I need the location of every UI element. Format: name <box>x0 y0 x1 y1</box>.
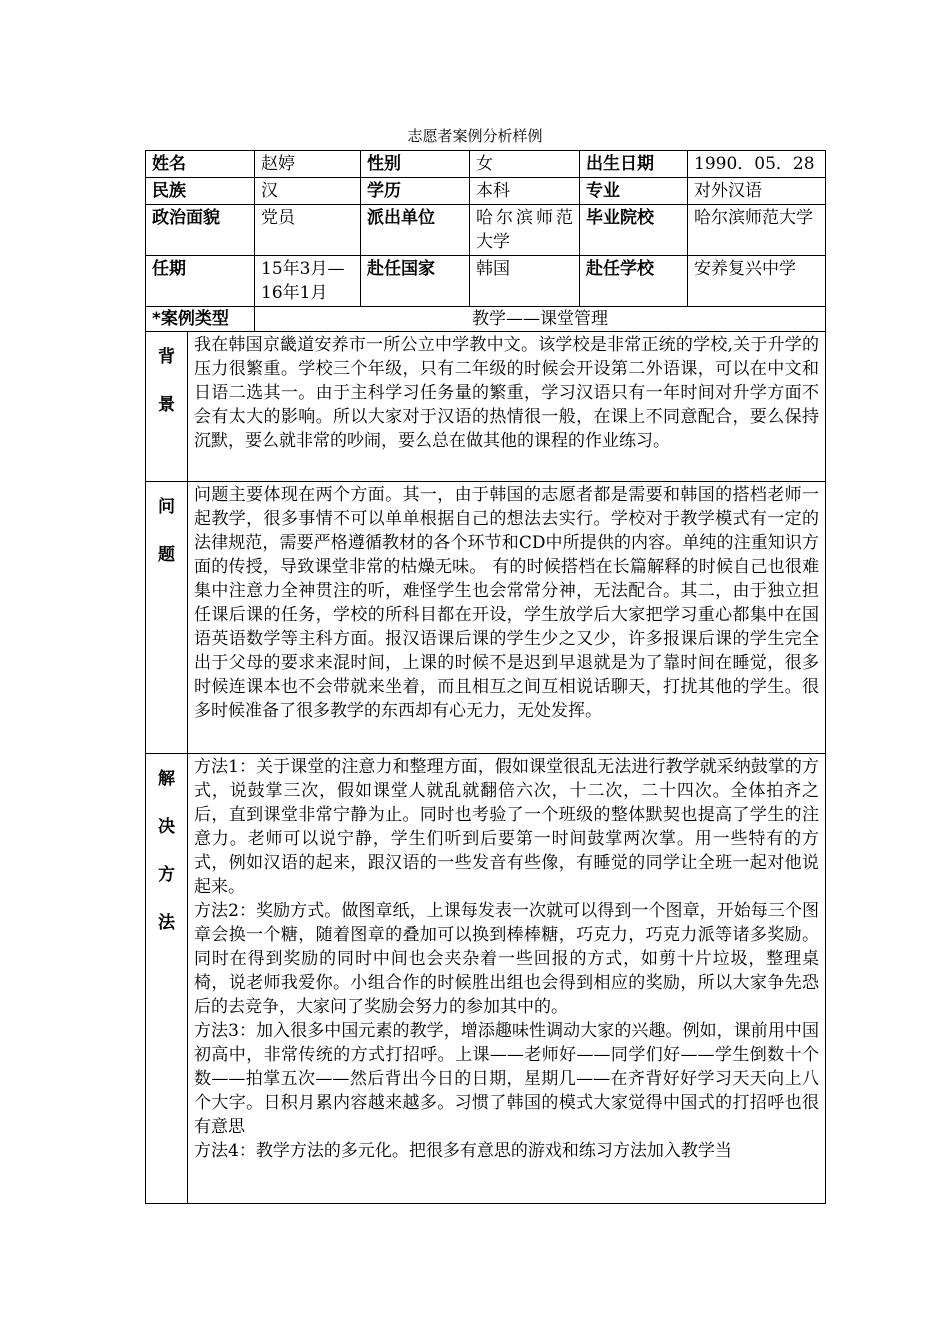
problem-heading <box>146 482 188 754</box>
case-analysis-table <box>145 150 826 1204</box>
birth-value: 1990．05．28 <box>688 151 826 178</box>
background-heading-char: 景 <box>158 395 175 415</box>
school-grad-value: 哈尔滨师范大学 <box>688 205 826 256</box>
name-label: 姓名 <box>146 151 255 178</box>
ethnicity-value: 汉 <box>255 178 361 205</box>
solution-heading-char: 方 <box>158 865 175 885</box>
section-problem <box>146 482 826 754</box>
background-heading-char: 背 <box>158 347 175 367</box>
method-4-text: 方法4：教学方法的多元化。把很多有意思的游戏和练习方法加入教学当 <box>194 1141 732 1161</box>
education-value: 本科 <box>470 178 580 205</box>
school-label: 赴任学校 <box>580 256 688 307</box>
background-text: 我在韩国京畿道安养市一所公立中学教中文。该学校是非常正统的学校,关于升学的压力很繁重。学校三个年级，只有二年级的时候会开设第二外语课，可以在中文和日语二选其一。由于主科学习任务量的繁重，学习汉语只有一年时间对升学方面不会有太大的影响。所以大家对于汉语的热情很一般，在课上不同意配合，要么保持沉默，要么就非常的吵闹，要么总在做其他的课程的作业练习。 <box>188 332 826 482</box>
method-3-text: 方法3：加入很多中国元素的教学，增添趣味性调动大家的兴趣。例如，课前用中国初高中，非常传统的方式打招呼。上课——老师好——同学们好——学生倒数十个数——拍掌五次——然后背出今日的日期，星期几——在齐背好好学习天天向上八个大字。日积月累内容越来越多。习惯了韩国的模式大家觉得中国式的打招呼也很有意思 <box>194 1021 819 1137</box>
solution-heading <box>146 754 188 1204</box>
school-grad-label: 毕业院校 <box>580 205 688 256</box>
row-case-type <box>146 307 826 332</box>
country-label: 赴任国家 <box>361 256 470 307</box>
gender-label: 性别 <box>361 151 470 178</box>
political-label: 政治面貌 <box>146 205 255 256</box>
school-value: 安养复兴中学 <box>688 256 826 307</box>
section-background <box>146 332 826 482</box>
document-title: 志愿者案例分析样例 <box>407 127 543 145</box>
section-solution <box>146 754 826 1204</box>
solution-heading-char: 解 <box>158 769 175 789</box>
unit-label: 派出单位 <box>361 205 470 256</box>
background-heading <box>146 332 188 482</box>
problem-text: 问题主要体现在两个方面。其一，由于韩国的志愿者都是需要和韩国的搭档老师一起教学，很多事情不可以单单根据自己的想法去实行。学校对于教学模式有一定的法律规范，需要严格遵循教材的各个环节和CD中所提供的内容。单纯的注重知识方面的传授，导致课堂非常的枯燥无味。 有的时候搭档在长篇解释的时候自己也很难集中注意力全神贯注的听，难怪学生也会常常分神，无法配合。其二，由于独立担任课后课的任务，学校的所科目都在开设，学生放学后大家把学习重心都集中在国语英语数学等主科方面。报汉语课后课的学生少之又少，许多报课后课的学生完全出于父母的要求来混时间，上课的时候不是迟到早退就是为了靠时间在睡觉，很多时候连课本也不会带就来坐着，而且相互之间互相说话聊天，打扰其他的学生。很多时候准备了很多教学的东西却有心无力，无处发挥。 <box>188 482 826 754</box>
country-value: 韩国 <box>470 256 580 307</box>
major-label: 专业 <box>580 178 688 205</box>
unit-value: 哈尔滨师范大学 <box>470 205 580 256</box>
method-2-text: 方法2：奖励方式。做图章纸，上课每发表一次就可以得到一个图章，开始每三个图章会换一个糖，随着图章的叠加可以换到棒棒糖，巧克力，巧克力派等诸多奖励。同时在得到奖励的同时中间也会夹杂着一些回报的方式，如剪十片垃圾，整理桌椅，说老师我爱你。小组合作的时候胜出组也会得到相应的奖励，所以大家争先恐后的去竞争，大家问了奖励会努力的参加其中的。 <box>194 901 819 1017</box>
name-value: 赵婷 <box>255 151 361 178</box>
term-value: 15年3月—16年1月 <box>255 256 361 307</box>
row-ethnicity <box>146 178 826 205</box>
education-label: 学历 <box>361 178 470 205</box>
political-value: 党员 <box>255 205 361 256</box>
row-name <box>146 151 826 178</box>
case-type-label: *案例类型 <box>146 307 255 332</box>
gender-value: 女 <box>470 151 580 178</box>
case-type-value: 教学——课堂管理 <box>255 307 826 332</box>
solution-heading-char: 决 <box>158 817 175 837</box>
birth-label: 出生日期 <box>580 151 688 178</box>
major-value: 对外汉语 <box>688 178 826 205</box>
method-1-text: 方法1：关于课堂的注意力和整理方面，假如课堂很乱无法进行教学就采纳鼓掌的方式，说鼓掌三次，假如课堂人就乱就翻倍六次，十二次，二十四次。全体拍齐之后，直到课堂非常宁静为止。同时也考验了一个班级的整体默契也提高了学生的注意力。老师可以说宁静，学生们听到后要第一时间鼓掌两次掌。用一些特有的方式，例如汉语的起来，跟汉语的一些发音有些像，有睡觉的同学让全班一起对他说起来。 <box>194 757 819 897</box>
solution-heading-char: 法 <box>158 913 175 933</box>
problem-heading-char: 问 <box>158 497 175 517</box>
ethnicity-label: 民族 <box>146 178 255 205</box>
term-label: 任期 <box>146 256 255 307</box>
problem-heading-char: 题 <box>158 545 175 565</box>
solution-text <box>188 754 826 1204</box>
row-term <box>146 256 826 307</box>
row-political <box>146 205 826 256</box>
